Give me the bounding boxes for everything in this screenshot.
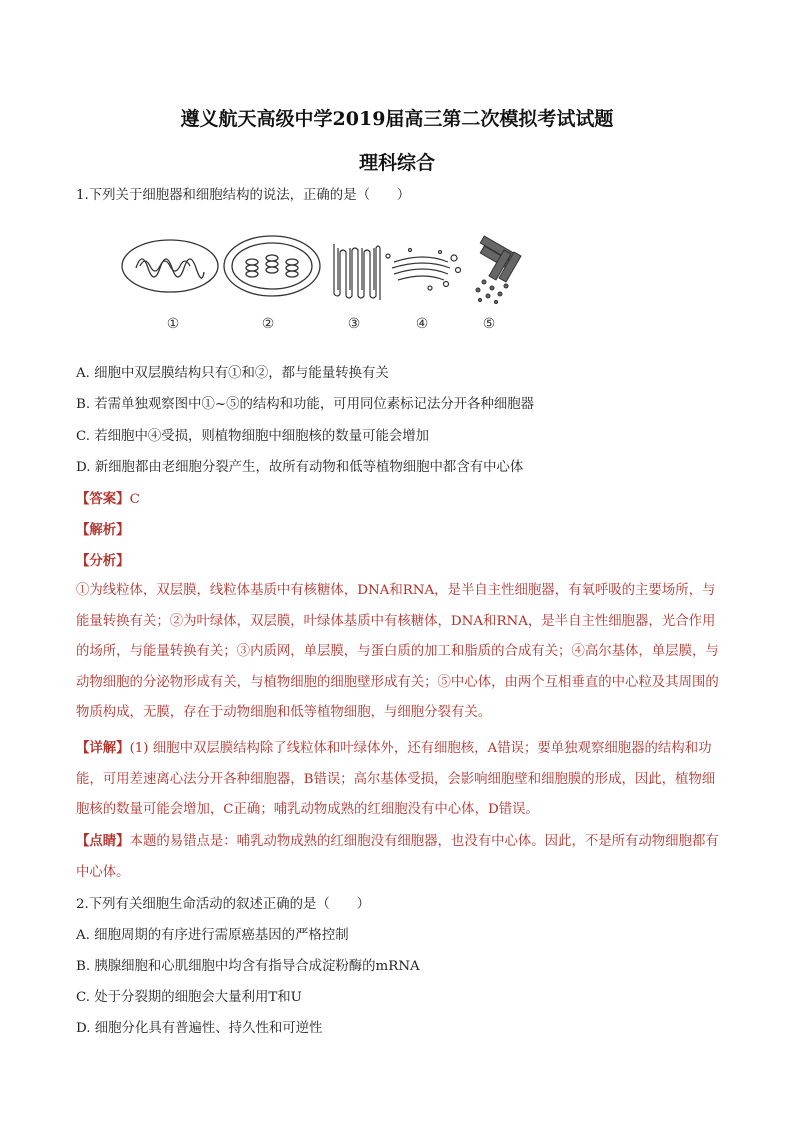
- note-paragraph: [76, 826, 726, 888]
- q2-option-b: B. 胰腺细胞和心肌细胞中均含有指导合成淀粉酶的mRNA: [76, 959, 420, 974]
- question-1-stem: 1.下列关于细胞器和细胞结构的说法，正确的是（ ）: [76, 188, 411, 203]
- figure-label-5: ⑤: [482, 316, 496, 332]
- answer-tag: 【答案】: [76, 491, 130, 507]
- answer-value: C: [129, 492, 140, 507]
- q1-answer-line: [76, 489, 140, 510]
- figure-label-2: ②: [261, 316, 275, 332]
- document-title: 遵义航天高级中学2019届高三第二次模拟考试试题: [180, 108, 614, 130]
- question-2-stem: 2.下列有关细胞生命活动的叙述正确的是（ ）: [76, 897, 370, 912]
- q2-option-a: A. 细胞周期的有序进行需原癌基因的严格控制: [76, 928, 349, 943]
- note-text: 本题的易错点是：哺乳动物成熟的红细胞没有细胞器，也没有中心体。因此，不是所有动物细胞都有中心体。: [76, 834, 719, 880]
- q1-option-d: D. 新细胞都由老细胞分裂产生，故所有动物和低等植物细胞中都含有中心体: [76, 460, 524, 475]
- detail-tag: 【详解】: [76, 740, 130, 756]
- golgi-drawing: [386, 249, 461, 291]
- q1-option-a: A. 细胞中双层膜结构只有①和②，都与能量转换有关: [76, 366, 389, 381]
- figure-label-1: ①: [166, 316, 180, 332]
- figure-label-3: ③: [347, 316, 361, 332]
- document-subtitle: 理科综合: [358, 152, 435, 174]
- detail-paragraph: [76, 733, 726, 826]
- q2-option-d: D. 细胞分化具有普遍性、持久性和可逆性: [76, 1021, 323, 1036]
- note-tag: 【点睛】: [76, 833, 130, 849]
- organelle-drawings: [0, 0, 794, 360]
- chloroplast-drawing: [224, 236, 320, 296]
- q1-option-c: C. 若细胞中④受损，则植物细胞中细胞核的数量可能会增加: [76, 429, 430, 444]
- figure-label-4: ④: [415, 316, 429, 332]
- endoplasmic-reticulum-drawing: [334, 244, 380, 300]
- analysis-tag: 【解析】: [76, 522, 130, 538]
- mitochondrion-drawing: [122, 240, 218, 292]
- fenxi-tag: 【分析】: [76, 553, 130, 569]
- q2-option-c: C. 处于分裂期的细胞会大量利用T和U: [76, 990, 302, 1005]
- detail-text: (1) 细胞中双层膜结构除了线粒体和叶绿体外，还有细胞核，A错误；要单独观察细胞器的结构和功能，可用差速离心法分开各种细胞器，B错误；高尔基体受损，会影响细胞壁和细胞膜的形成，因此，植物细胞核的数量可能会增加，C正确；哺乳动物成熟的红细胞没有中心体，D错误。: [76, 741, 716, 817]
- q1-option-b: B. 若需单独观察图中①~⑤的结构和功能，可用同位素标记法分开各种细胞器: [76, 397, 535, 412]
- centrosome-drawing: [476, 236, 521, 304]
- fenxi-paragraph: ①为线粒体，双层膜，线粒体基质中有核糖体，DNA和RNA，是半自主性细胞器，有氧呼吸的主要场所，与能量转换有关；②为叶绿体，双层膜，叶绿体基质中有核糖体，DNA和RNA，是半自主性细胞器，光合作用的场所，与能量转换有关；③内质网，单层膜，与蛋白质的加工和脂质的合成有关；④高尔基体，单层膜，与动物细胞的分泌物形成有关，与植物细胞的细胞壁形成有关；⑤中心体，由两个互相垂直的中心粒及其周围的物质构成，无膜，存在于动物细胞和低等植物细胞，与细胞分裂有关。: [76, 583, 719, 720]
